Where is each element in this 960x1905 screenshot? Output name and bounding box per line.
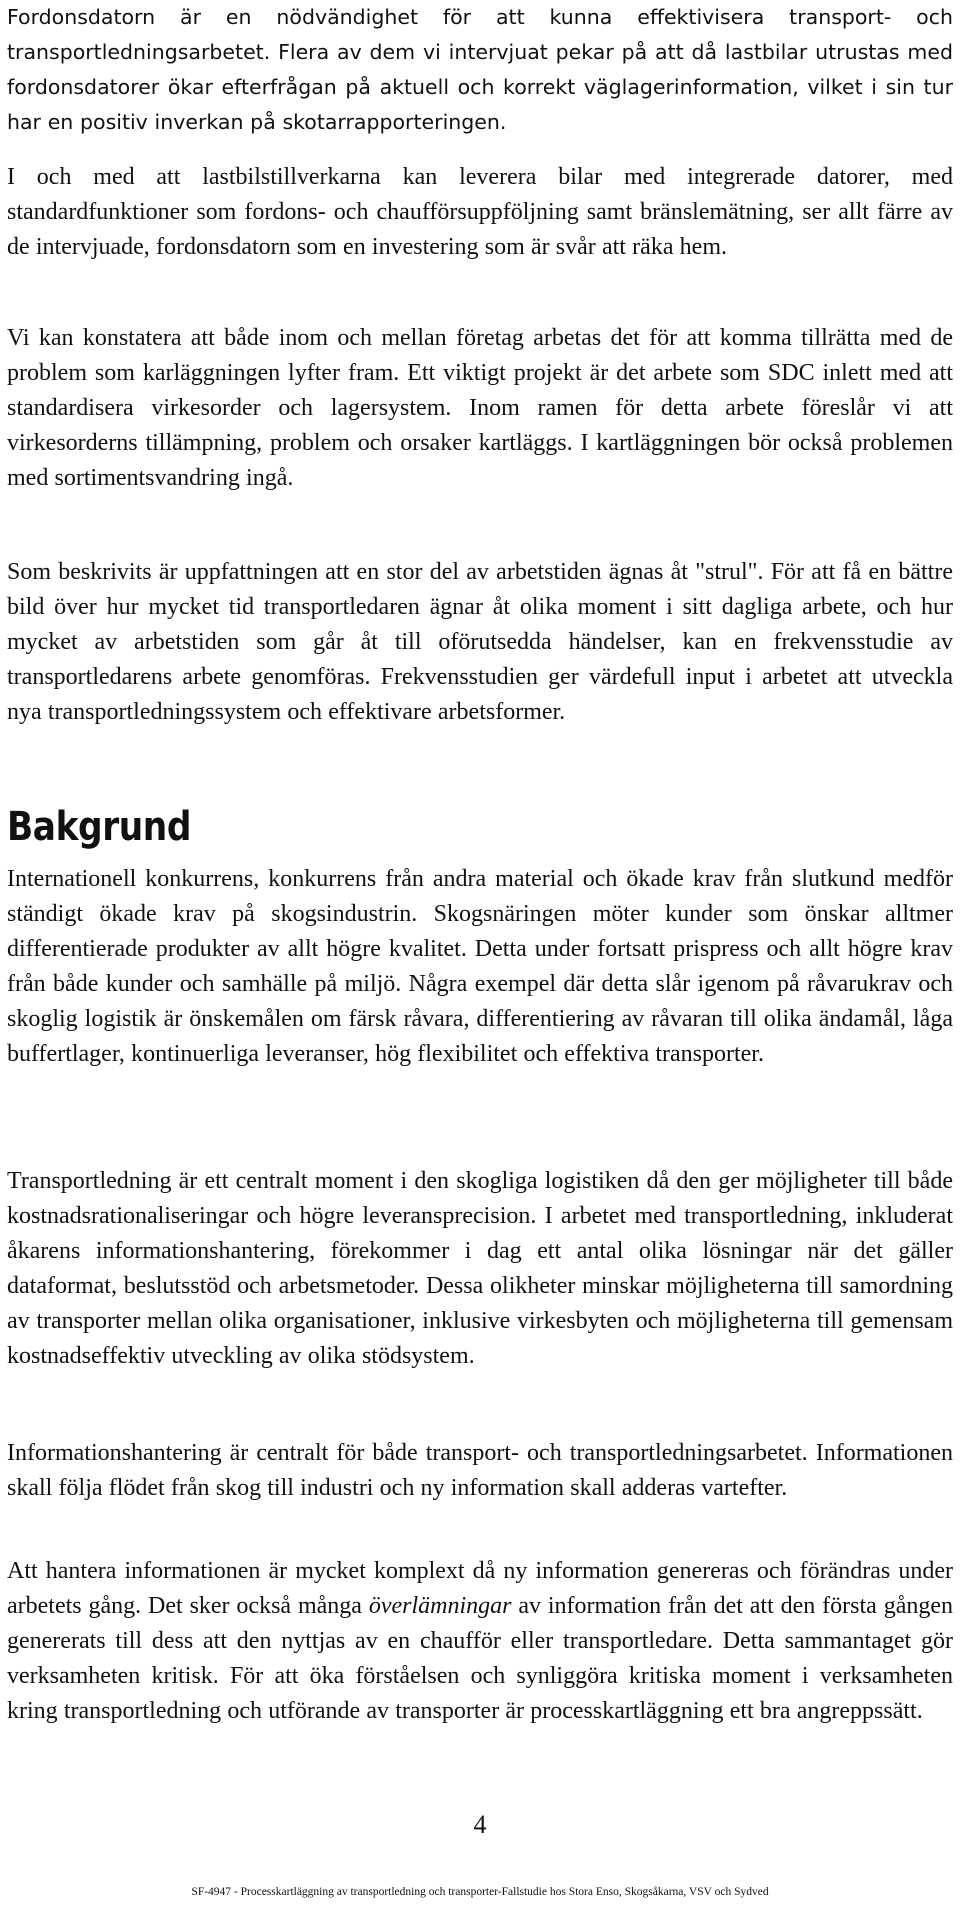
paragraph-fordonsdatorn: Fordonsdatorn är en nödvändighet för att kunna effektivisera transport- och transportledningsarbetet. Flera av dem vi intervjuat pekar på att då lastbilar utrustas med fordonsdatorer ökar efterfrågan på aktuell och korrekt väglagerinformation, vilket i sin tur har en positiv inverkan på skotarrapporteringen. bbox=[7, 5, 953, 134]
paragraph-informationshantering: Informationshantering är centralt för både transport- och transportledningsarbetet. Informationen skall följa flödet från skog till industri och ny information skall adderas vartefter. bbox=[7, 1440, 953, 1501]
paragraph-text-start: Att hantera informationen är mycket komplext då ny information genereras och förändras under arbetets gång. Det sker också många bbox=[7, 1558, 953, 1619]
paragraph-strul: Som beskrivits är uppfattningen att en stor del av arbetstiden ägnas åt "strul". För att få en bättre bild över hur mycket tid transportledaren ägnar åt olika moment i sitt dagliga arbete, och hur mycket av arbetstiden som går åt till oförutsedda händelser, kan en frekvensstudie av transportledarens arbete genomföras. Frekvensstudien ger värdefull input i arbetet att utveckla nya transportledningssystem och effektivare arbetsformer. bbox=[7, 559, 953, 725]
paragraph-lastbilstillverkarna: I och med att lastbilstillverkarna kan leverera bilar med integrerade datorer, med standardfunktioner som fordons- och chaufförsuppföljning samt bränslemätning, ser allt färre av de intervjuade, fordonsdatorn som en investering som är svår att räka hem. bbox=[7, 164, 953, 260]
paragraph-hantera-informationen bbox=[7, 1554, 953, 1729]
paragraph-internationell-konkurrens: Internationell konkurrens, konkurrens från andra material och ökade krav från slutkund medför ständigt ökade krav på skogsindustrin. Skogsnäringen möter kunder som önskar alltmer differentierade produkter av allt högre kvalitet. Detta under fortsatt prispress och allt högre krav från både kunder och samhälle på miljö. Några exempel där detta slår igenom på råvarukrav och skoglig logistik är önskemålen om färsk råvara, differentiering av råvaran till olika ändamål, låga buffertlager, kontinuerliga leveranser, hög flexibilitet och effektiva transporter. bbox=[7, 866, 953, 1067]
paragraph-text-end: av information från det att den första gången genererats till dess att den nyttjas av en chaufför eller transportledare. Detta sammantaget gör verksamheten kritisk. För att öka förståelsen och synliggöra kritiska moment i verksamheten kring transportledning och utförande av transporter är processkartläggning ett bra angreppssätt. bbox=[7, 1593, 954, 1724]
paragraph-transportledning: Transportledning är ett centralt moment i den skogliga logistiken då den ger möjligheter till både kostnadsrationaliseringar och högre leveransprecision. I arbetet med transportledning, inkluderat åkarens informationshantering, förekommer i dag ett antal olika lösningar när det gäller dataformat, beslutsstöd och arbetsmetoder. Dessa olikheter minskar möjligheterna till samordning av transporter mellan olika organisationer, inklusive virkesbyten och möjligheterna till gemensam kostnadseffektiv utveckling av olika stödsystem. bbox=[7, 1168, 953, 1369]
emphasized-term: överlämningar bbox=[368, 1593, 512, 1619]
page-footer: SF-4947 - Processkartläggning av transportledning och transporter-Fallstudie hos Stora Enso, Skogsåkarna, VSV och Sydved bbox=[191, 1886, 769, 1898]
page-number: 4 bbox=[473, 1810, 487, 1839]
paragraph-konstatera: Vi kan konstatera att både inom och mellan företag arbetas det för att komma tillrätta med de problem som karläggningen lyfter fram. Ett viktigt projekt är det arbete som SDC inlett med att standardisera virkesorder och lagersystem. Inom ramen för detta arbete föreslår vi att virkesorderns tillämpning, problem och orsaker kartläggs. I kartläggningen bör också problemen med sortimentsvandring ingå. bbox=[7, 325, 953, 491]
section-heading-bakgrund: Bakgrund bbox=[7, 804, 192, 850]
